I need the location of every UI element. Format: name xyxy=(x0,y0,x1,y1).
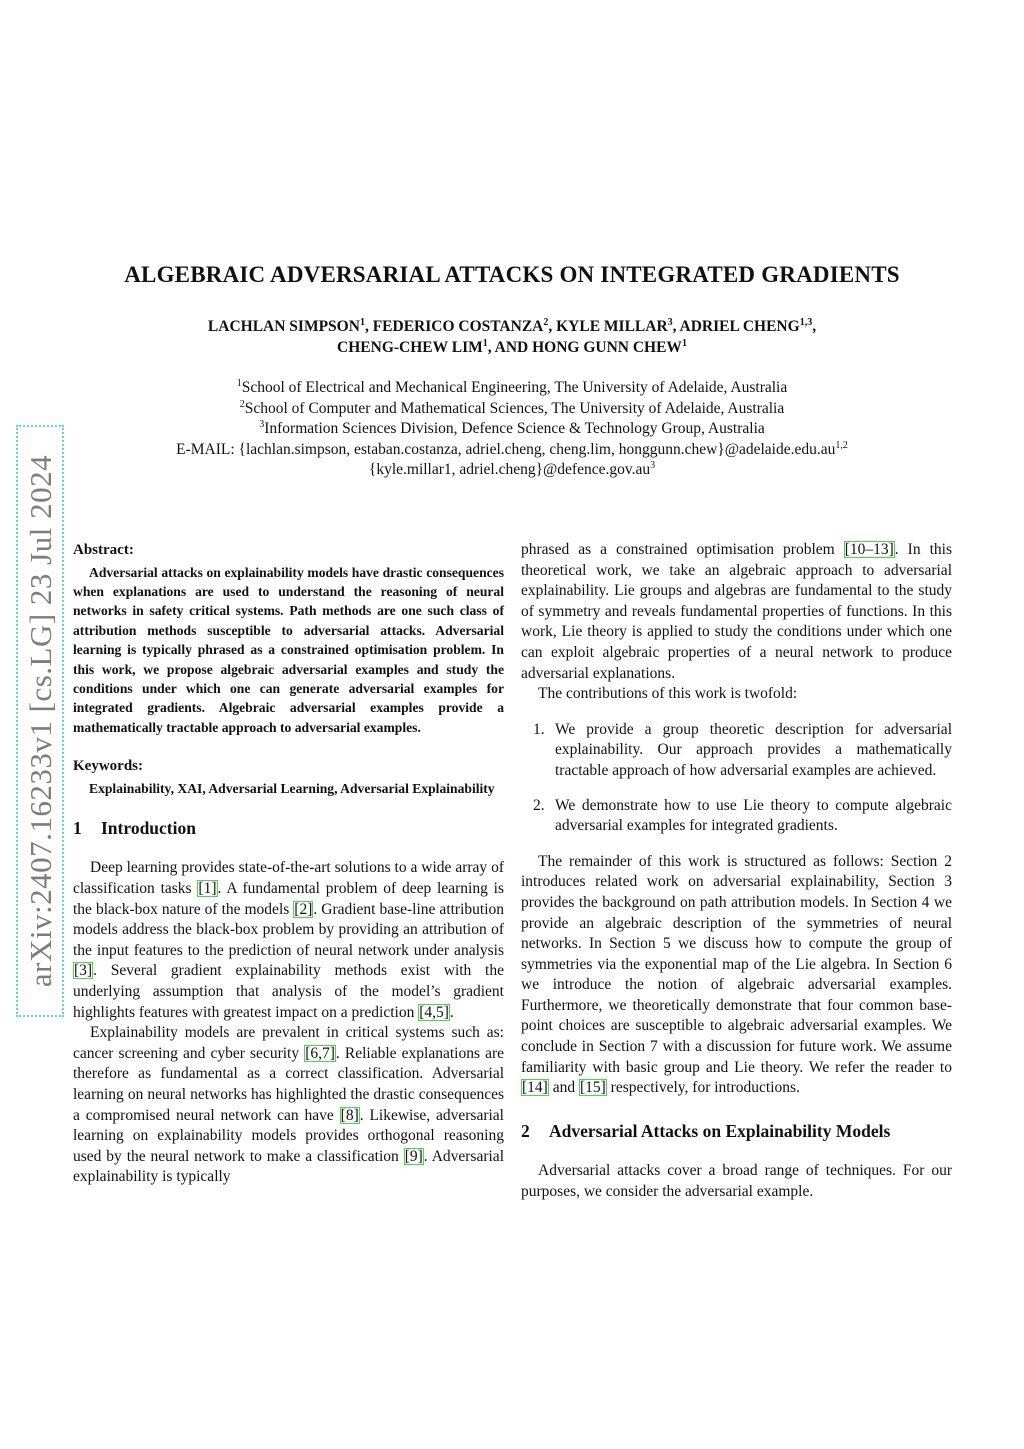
section-title: Introduction xyxy=(101,817,196,838)
affiliations xyxy=(100,378,924,481)
affil-text: Information Sciences Division, Defence Science & Technology Group, Australia xyxy=(264,420,765,437)
affiliation-line xyxy=(100,378,924,399)
abstract-body: Adversarial attacks on explainability models have drastic consequences when explanations are used to understand the reasoning of neural networks in safety critical systems. Path methods are one such class of attribution methods susceptible to adversarial attacks. Adversarial learning is typically phrased as a constrained optimisation problem. In this work, we propose algebraic adversarial examples and study the conditions under which one can generate adversarial examples for integrated gradients. Algebraic adversarial examples provide a mathematically tractable approach to adversarial examples. xyxy=(73,564,504,735)
citation-link[interactable]: [1] xyxy=(198,880,217,898)
text-run: respectively, for introductions. xyxy=(606,1079,800,1097)
text-run: Deep learning provides state-of-the-art solutions to a wide array of classification tasks xyxy=(73,859,504,898)
email-line xyxy=(100,440,924,461)
email-text: {kyle.millar1, adriel.cheng}@defence.gov.au xyxy=(368,461,651,478)
paper-title: ALGEBRAIC ADVERSARIAL ATTACKS ON INTEGRATED GRADIENTS xyxy=(124,262,900,287)
author-name: LACHLAN SIMPSON xyxy=(207,318,360,335)
keywords-heading: Keywords: xyxy=(73,758,143,775)
section-number: 2 xyxy=(521,1120,530,1141)
keywords-body: Explainability, XAI, Adversarial Learning, Adversarial Explainability xyxy=(89,780,495,796)
intro-paragraph-2 xyxy=(73,1023,504,1188)
email-text: E-MAIL: {lachlan.simpson, estaban.costanza, adriel.cheng, cheng.lim, honggunn.chew}@adelaide.edu.au xyxy=(176,440,836,458)
author-affil-mark: 1 xyxy=(681,338,687,349)
text-run: . xyxy=(449,1003,454,1021)
citation-link[interactable]: [3] xyxy=(74,962,93,980)
author-affil-mark: 3 xyxy=(667,317,673,328)
structure-paragraph xyxy=(521,852,952,1099)
citation-link[interactable]: [6,7] xyxy=(305,1044,335,1062)
list-item xyxy=(521,796,952,837)
list-number: 2. xyxy=(533,796,545,814)
author-name: , FEDERICO COSTANZA xyxy=(364,318,544,335)
citation-link[interactable]: [15] xyxy=(579,1079,606,1097)
text-run: . A fundamental problem of deep learning is the black-box nature of the models xyxy=(73,880,504,918)
citation-link[interactable]: [9] xyxy=(404,1147,423,1165)
affil-number: 2 xyxy=(239,398,245,410)
section-heading-introduction xyxy=(73,818,504,839)
author-list xyxy=(140,316,884,358)
right-column xyxy=(521,540,952,1203)
author-separator: , xyxy=(812,318,817,335)
text-run: and xyxy=(548,1079,579,1097)
list-number: 1. xyxy=(533,720,545,738)
citation-link[interactable]: [14] xyxy=(522,1079,548,1097)
author-affil-mark: 1 xyxy=(482,338,488,349)
text-run: . Reliable explanations are therefore as fundamental as a correct classification. Adversarial learning on neural networks has highlighted the drastic consequences a compromised neural network can have xyxy=(73,1044,504,1124)
author-affil-mark: 2 xyxy=(543,317,549,328)
author-name: , KYLE MILLAR xyxy=(548,318,668,335)
author-name: CHENG-CHEW LIM xyxy=(337,339,483,356)
abstract-heading: Abstract: xyxy=(73,542,134,558)
section-title: Adversarial Attacks on Explainability Models xyxy=(549,1120,891,1141)
text-run: . Several gradient explainability methods exist with the underlying assumption that analysis of the model’s gradient highlights features with greatest impact on a prediction xyxy=(73,962,504,1021)
affiliation-line xyxy=(100,399,924,420)
intro-paragraph-continued xyxy=(521,540,952,684)
author-name: , AND HONG GUNN CHEW xyxy=(487,339,682,356)
section-number: 1 xyxy=(73,817,82,838)
citation-link[interactable]: [10–13] xyxy=(844,541,894,558)
author-name: , ADRIEL CHENG xyxy=(672,318,800,335)
email-affil-mark: 1,2 xyxy=(835,439,848,451)
affil-number: 1 xyxy=(236,378,242,389)
left-column xyxy=(73,540,504,1188)
author-affil-mark: 1,3 xyxy=(799,317,813,328)
affil-text: School of Electrical and Mechanical Engineering, The University of Adelaide, Australia xyxy=(241,379,788,396)
email-line xyxy=(100,460,924,481)
text-run: . In this theoretical work, we take an algebraic approach to adversarial explainability. Lie groups and algebras are fundamental to the study of symmetry and reveals fundamental properties of functions. In this work, Lie theory is applied to study the conditions under which one can exploit algebraic properties of a neural network to produce adversarial explanations. xyxy=(521,541,952,682)
section2-paragraph-1: Adversarial attacks cover a broad range of techniques. For our purposes, we consider the adversarial example. xyxy=(521,1162,952,1201)
text-run: Explainability models are prevalent in critical systems such as: cancer screening and cyber security xyxy=(73,1024,504,1062)
contributions-intro: The contributions of this work is twofold: xyxy=(538,685,798,703)
affil-number: 3 xyxy=(259,419,265,430)
text-run: . Adversarial explainability is typically xyxy=(73,1147,504,1186)
citation-link[interactable]: [4,5] xyxy=(419,1003,449,1021)
affil-text: School of Computer and Mathematical Sciences, The University of Adelaide, Australia xyxy=(244,399,785,417)
email-affil-mark: 3 xyxy=(650,460,656,471)
section-heading-adversarial-attacks xyxy=(521,1121,952,1142)
text-run: phrased as a constrained optimisation problem xyxy=(521,541,844,558)
list-item xyxy=(521,720,952,782)
text-run: The remainder of this work is structured as follows: Section 2 introduces related work on adversarial explainability, Section 3 provides the background on path attribution models. In Section 4 we provide an algebraic description of the symmetries of neural networks. In Section 5 we discuss how to compute the group of symmetries via the exponential map of the Lie algebra. In Section 6 we introduce the notion of algebraic adversarial examples. Furthermore, we theoretically demonstrate that four common base-point choices are susceptible to algebraic adversarial examples. We conclude in Section 7 with a discussion for future work. We assume familiarity with basic group and Lie theory. We refer the reader to xyxy=(521,852,952,1076)
text-run: . Gradient base-line attribution models address the black-box problem by providing an attribution of the input features to the prediction of neural network under analysis xyxy=(73,900,505,959)
list-item-text: We demonstrate how to use Lie theory to compute algebraic adversarial examples for integrated gradients. xyxy=(555,796,952,835)
citation-link[interactable]: [8] xyxy=(340,1106,359,1124)
arxiv-identifier[interactable]: arXiv:2407.16233v1 [cs.LG] 23 Jul 2024 xyxy=(23,454,58,988)
citation-link[interactable]: [2] xyxy=(294,900,313,918)
list-item-text: We provide a group theoretic description for adversarial explainability. Our approach provides a mathematically tractable approach of how adversarial examples are achieved. xyxy=(555,720,952,779)
text-run: . Likewise, adversarial learning on explainability models provides orthogonal reasoning used by the neural network to make a classification xyxy=(73,1106,504,1165)
affiliation-line xyxy=(100,419,924,440)
author-affil-mark: 1 xyxy=(359,317,365,328)
intro-paragraph-1 xyxy=(73,858,504,1023)
contributions-list xyxy=(521,720,952,837)
